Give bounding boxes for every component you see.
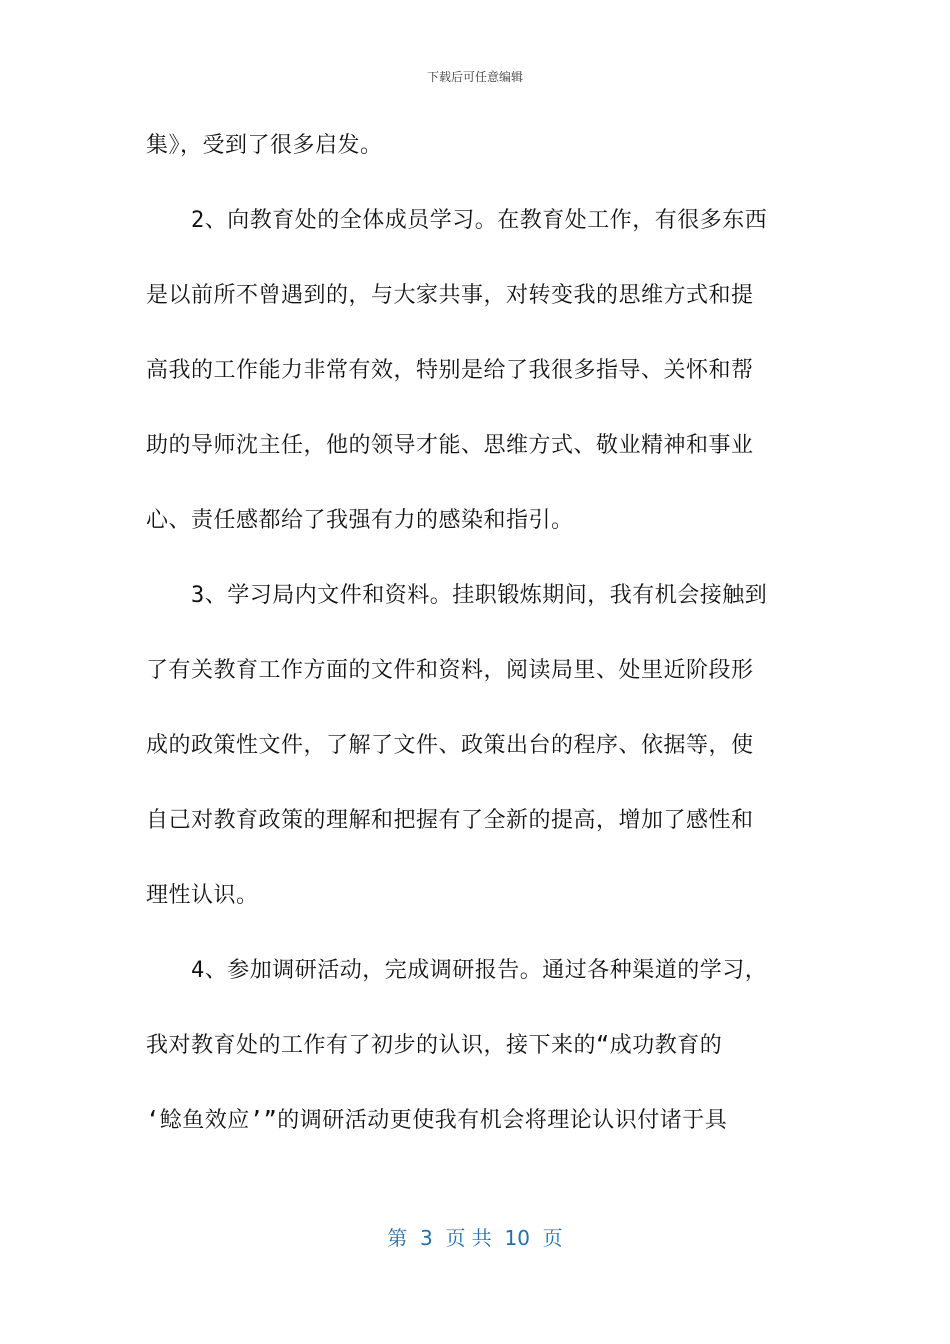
text-line: 高我的工作能力非常有效，特别是给了我很多指导、关怀和帮 bbox=[146, 358, 754, 383]
text-line: 集》，受到了很多启发。 bbox=[146, 133, 383, 158]
page-number-footer bbox=[0, 1222, 950, 1251]
text-line: ‘鲶鱼效应’”的调研活动更使我有机会将理论认识付诸于具 bbox=[146, 1108, 728, 1133]
text-line: 2、向教育处的全体成员学习。在教育处工作，有很多东西 bbox=[146, 208, 768, 233]
text-line: 心、责任感都给了我强有力的感染和指引。 bbox=[146, 508, 574, 533]
header-note: 下载后可任意编辑 bbox=[426, 70, 523, 84]
page-number-label: 第 3 页 共 10 页 bbox=[387, 1226, 563, 1250]
text-line: 4、参加调研活动，完成调研报告。通过各种渠道的学习， bbox=[146, 958, 768, 983]
text-line: 是以前所不曾遇到的，与大家共事，对转变我的思维方式和提 bbox=[146, 283, 754, 308]
text-line: 我对教育处的工作有了初步的认识，接下来的“成功教育的 bbox=[146, 1033, 723, 1058]
text-line: 3、学习局内文件和资料。挂职锻炼期间，我有机会接触到 bbox=[146, 583, 768, 608]
text-line: 自己对教育政策的理解和把握有了全新的提高，增加了感性和 bbox=[146, 808, 754, 833]
text-line: 理性认识。 bbox=[146, 883, 259, 908]
text-line: 成的政策性文件，了解了文件、政策出台的程序、依据等，使 bbox=[146, 733, 754, 758]
text-line: 了有关教育工作方面的文件和资料，阅读局里、处里近阶段形 bbox=[146, 658, 754, 683]
text-line: 助的导师沈主任，他的领导才能、思维方式、敬业精神和事业 bbox=[146, 433, 754, 458]
document-body bbox=[146, 120, 796, 1170]
